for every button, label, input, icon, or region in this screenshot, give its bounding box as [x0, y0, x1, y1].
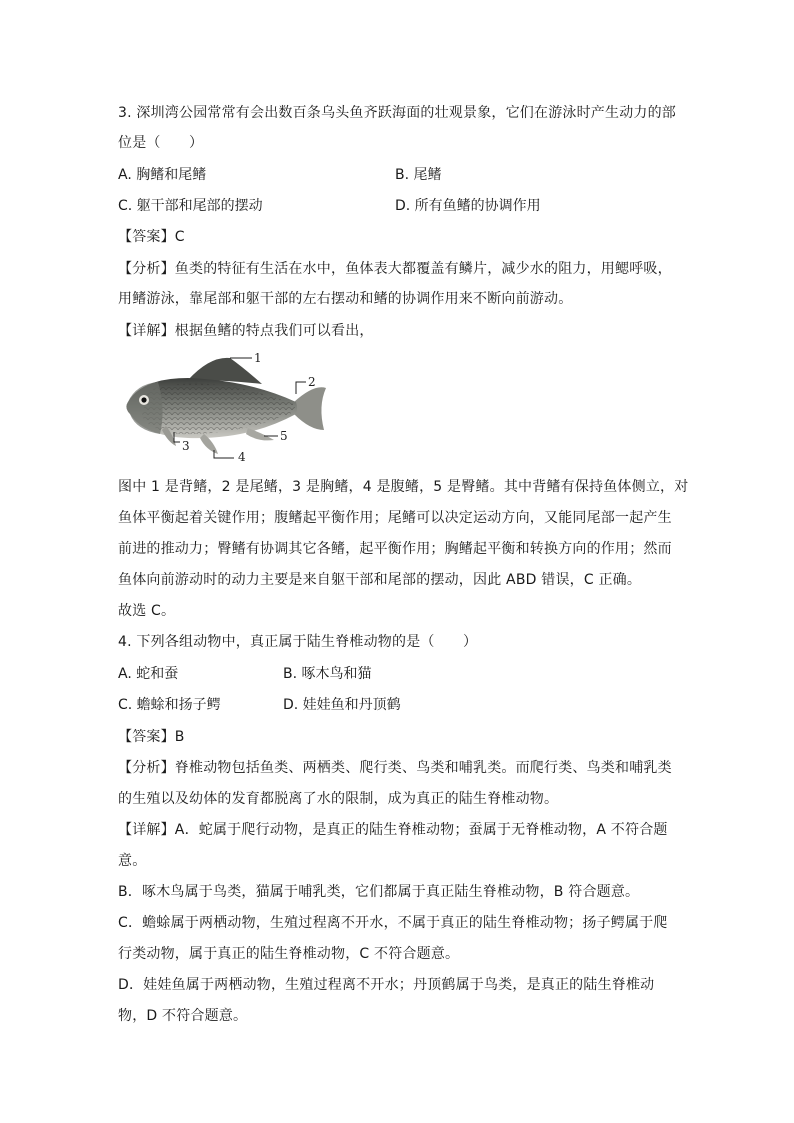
q4-answer: 【答案】B [118, 729, 185, 745]
figure-label-3: 3 [182, 439, 190, 453]
q3-stem-line2: 位是（ ） [118, 135, 204, 151]
tail-fin-shape [294, 387, 326, 430]
q3-detail-line2: 鱼体平衡起着关键作用；腹鳍起平衡作用；尾鳍可以决定运动方向，又能同尾部一起产生 [118, 510, 672, 526]
q3-stem-line1: 3. 深圳湾公园常常有会出数百条乌头鱼齐跃海面的壮观景象，它们在游泳时产生动力的部 [118, 105, 677, 121]
figure-label-4: 4 [238, 450, 246, 462]
q4-detail-c-line2: 行类动物，属于真正的陆生脊椎动物，C 不符合题意。 [118, 946, 460, 962]
q4-detail-d-line2: 物，D 不符合题意。 [118, 1008, 248, 1024]
q3-conclusion: 故选 C。 [118, 603, 176, 619]
q3-detail-line1: 图中 1 是背鳍，2 是尾鳍，3 是胸鳍，4 是腹鳍，5 是臀鳍。其中背鳍有保持鱼体侧立，对 [118, 479, 689, 495]
q3-option-a: A. 胸鳍和尾鳍 [118, 167, 207, 183]
q3-detail-line4: 鱼体向前游动时的动力主要是来自躯干部和尾部的摆动，因此 ABD 错误，C 正确。 [118, 572, 642, 588]
fish-fin-figure [118, 350, 348, 462]
q4-option-a: A. 蛇和蚕 [118, 666, 179, 682]
q4-detail-c-line1: C．蟾蜍属于两栖动物，生殖过程离不开水，不属于真正的陆生脊椎动物；扬子鳄属于爬 [118, 915, 668, 931]
figure-label-2: 2 [308, 375, 316, 389]
q4-detail-d-line1: D．娃娃鱼属于两栖动物，生殖过程离不开水；丹顶鹤属于鸟类，是真正的陆生脊椎动 [118, 977, 655, 993]
q4-option-b: B. 啄木鸟和猫 [283, 666, 372, 682]
q4-detail-b: B．啄木鸟属于鸟类，猫属于哺乳类，它们都属于真正陆生脊椎动物，B 符合题意。 [118, 884, 640, 900]
q3-analysis-line1: 【分析】鱼类的特征有生活在水中，鱼体表大都覆盖有鳞片，减少水的阻力，用鳃呼吸， [118, 261, 672, 277]
q4-stem: 4. 下列各组动物中，真正属于陆生脊椎动物的是（ ） [118, 634, 478, 650]
q3-option-d: D. 所有鱼鳍的协调作用 [395, 198, 541, 214]
q4-option-d: D. 娃娃鱼和丹顶鹤 [283, 697, 401, 713]
q3-option-b: B. 尾鳍 [395, 167, 442, 183]
q3-answer: 【答案】C [118, 229, 185, 245]
figure-label-5: 5 [280, 429, 288, 443]
q3-detail-line3: 前进的推动力；臀鳍有协调其它各鳍，起平衡作用；胸鳍起平衡和转换方向的作用；然而 [118, 541, 672, 557]
q4-option-c: C. 蟾蜍和扬子鳄 [118, 697, 221, 713]
q3-option-c: C. 躯干部和尾部的摆动 [118, 198, 263, 214]
q4-analysis-line2: 的生殖以及幼体的发育都脱离了水的限制，成为真正的陆生脊椎动物。 [118, 791, 559, 807]
q3-analysis-line2: 用鳍游泳，靠尾部和躯干部的左右摆动和鳍的协调作用来不断向前游动。 [118, 291, 573, 307]
q4-detail-a-line1: 【详解】A．蛇属于爬行动物，是真正的陆生脊椎动物；蚕属于无脊椎动物，A 不符合题 [118, 822, 668, 838]
anal-fin-shape [246, 428, 274, 440]
q4-analysis-line1: 【分析】脊椎动物包括鱼类、两栖类、爬行类、鸟类和哺乳类。而爬行类、鸟类和哺乳类 [118, 760, 672, 776]
q3-detail-intro: 【详解】根据鱼鳍的特点我们可以看出， [118, 323, 374, 339]
q4-detail-a-line2: 意。 [118, 853, 147, 869]
figure-label-1: 1 [254, 351, 262, 365]
